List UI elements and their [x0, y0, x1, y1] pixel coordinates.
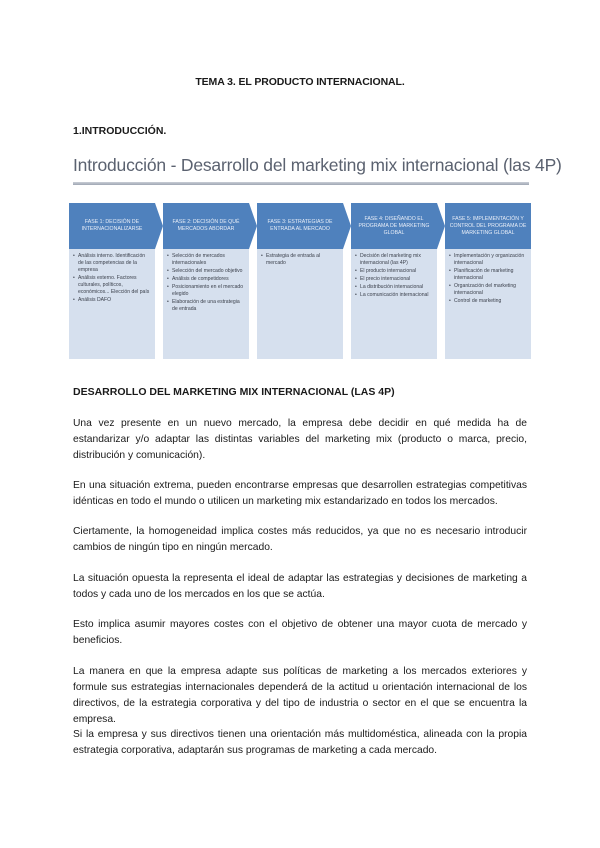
phase-4-header: FASE 4: DISEÑANDO EL PROGRAMA DE MARKETING GLOBAL — [351, 203, 437, 249]
phase-4-item: • El precio internacional — [355, 276, 434, 283]
phase-1-item: • Análisis DAFO — [73, 297, 152, 304]
phase-5-item: • Implementación y organización internacional — [449, 253, 528, 267]
phase-2-item: • Análisis de competidores — [167, 276, 246, 283]
phase-2-item: • Selección de mercados internacionales — [167, 253, 246, 267]
phase-1-item: • Análisis externo. Factores culturales, políticos, económicos... Elección del país — [73, 275, 152, 296]
phase-1 — [69, 203, 155, 359]
phase-4-item: • La distribución internacional — [355, 284, 434, 291]
paragraph: Ciertamente, la homogeneidad implica costes más reducidos, ya que no es necesario introducir cambios de ningún tipo en ningún mercado. — [73, 526, 527, 553]
paragraph: La situación opuesta la representa el ideal de adaptar las estrategias y decisiones de marketing a todos y cada uno de los mercados en los que se actúa. — [73, 573, 527, 600]
phase-2-item: • Posicionamiento en el mercado elegido — [167, 284, 246, 298]
phase-5-header: FASE 5: IMPLEMENTACIÓN Y CONTROL DEL PROGRAMA DE MARKETING GLOBAL — [445, 203, 531, 249]
paragraph: La manera en que la empresa adapte sus políticas de marketing a los mercados exteriores y formule sus estrategias internacionales dependerá de la actitud u orientación internacional de los directivos, de la estrategia corporativa y del tipo de industria o sector en el que se encuentra la empresa. — [73, 666, 527, 725]
phases-diagram — [69, 203, 533, 359]
phase-2-item: • Elaboración de una estrategia de entrada — [167, 299, 246, 313]
document-title: TEMA 3. EL PRODUCTO INTERNACIONAL. — [195, 76, 405, 88]
phase-3 — [257, 203, 343, 359]
phase-3-item: • Estrategia de entrada al mercado — [261, 253, 340, 267]
phase-5-item: • Planificación de marketing internacional — [449, 268, 528, 282]
section-heading: 1.INTRODUCCIÓN. — [73, 125, 167, 137]
phase-4 — [351, 203, 437, 359]
phase-3-header: FASE 3: ESTRATEGIAS DE ENTRADA AL MERCADO — [257, 203, 343, 249]
phase-4-body — [351, 249, 437, 359]
phase-2-header: FASE 2: DECISIÓN DE QUÉ MERCADOS ABORDAR — [163, 203, 249, 249]
subheading: DESARROLLO DEL MARKETING MIX INTERNACIONAL (LAS 4P) — [73, 386, 395, 398]
phase-2-body — [163, 249, 249, 359]
paragraph: En una situación extrema, pueden encontrarse empresas que desarrollen estrategias competitivas idénticas en todo el mundo o utilicen un marketing mix estandarizado en todos los mercados. — [73, 480, 527, 507]
paragraph: Una vez presente en un nuevo mercado, la empresa debe decidir en qué medida ha de estandarizar y/o adaptar las distintas variables del marketing mix (producto o marca, precio, distribución y comunicación). — [73, 418, 527, 461]
phase-1-header: FASE 1: DECISIÓN DE INTERNACIONALIZARSE — [69, 203, 155, 249]
paragraph: Si la empresa y sus directivos tienen una orientación más multidoméstica, alineada con la propia estrategia corporativa, adaptarán sus programas de marketing a cada mercado. — [73, 729, 527, 756]
phase-4-item: • Decisión del marketing mix internacional (las 4P) — [355, 253, 434, 267]
phase-4-item: • La comunicación internacional — [355, 292, 434, 299]
phase-2-item: • Selección del mercado objetivo — [167, 268, 246, 275]
slide-title: Introducción - Desarrollo del marketing mix internacional (las 4P) — [73, 155, 562, 175]
phase-3-body — [257, 249, 343, 359]
slide-title-rule — [73, 182, 529, 185]
phase-1-body — [69, 249, 155, 359]
phase-5-body — [445, 249, 531, 359]
phase-5-item: • Organización del marketing internacional — [449, 283, 528, 297]
phase-5 — [445, 203, 531, 359]
phase-1-item: • Análisis interno. Identificación de las competencias de la empresa — [73, 253, 152, 274]
phase-4-item: • El producto internacional — [355, 268, 434, 275]
paragraph: Esto implica asumir mayores costes con el objetivo de obtener una mayor cuota de mercado y beneficios. — [73, 619, 527, 646]
phase-2 — [163, 203, 249, 359]
phase-5-item: • Control de marketing — [449, 298, 528, 305]
